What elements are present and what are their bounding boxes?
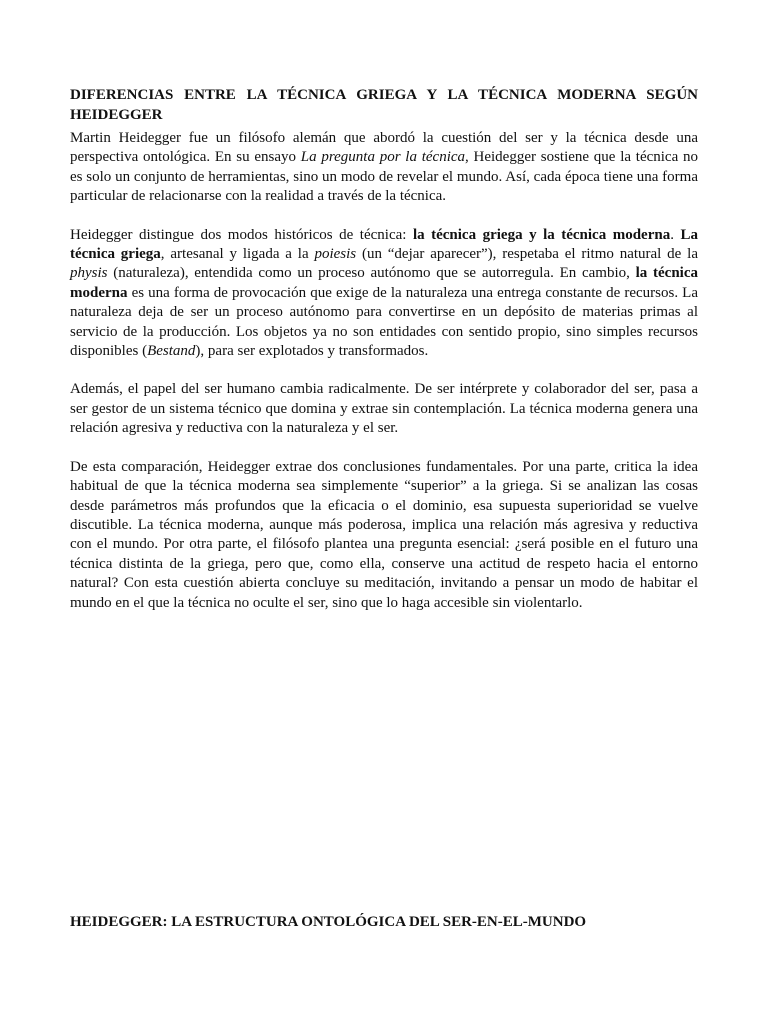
term-italic: physis — [70, 265, 108, 282]
document-body — [70, 86, 698, 632]
paragraph-text: (un “dejar aparecer”), respetaba el ritmo natural de la — [356, 246, 698, 263]
next-section-heading: HEIDEGGER: LA ESTRUCTURA ONTOLÓGICA DEL SER-EN-EL-MUNDO — [70, 914, 587, 930]
paragraph-text: . — [670, 226, 681, 243]
term-italic: poiesis — [314, 246, 357, 263]
paragraph-text: ), para ser explotados y transformados. — [195, 343, 429, 360]
paragraph-text: Martin Heidegger fue un filósofo alemán que abordó la cuestión del ser y la técnica desde una perspectiva ontológica. En su ensayo — [70, 130, 698, 166]
paragraph-text: es una forma de provocación que exige de la naturaleza una entrega constante de recursos. La naturaleza deja de ser un proceso autónomo para convertirse en un depósito de materias primas al servicio de la producción. Los objetos ya no son entidades con sentido propio, sino simples recursos disponibles ( — [70, 284, 698, 360]
paragraph-text: , Heidegger sostiene que la técnica no es solo un conjunto de herramientas, sino un modo de revelar el mundo. Así, cada época tiene una forma particular de relacionarse con la realidad a través de la técnica. — [70, 149, 698, 205]
emphasis-text: La técnica griega — [70, 226, 698, 263]
emphasis-text: la técnica moderna — [70, 265, 698, 301]
paragraph-conclusions: De esta comparación, Heidegger extrae dos conclusiones fundamentales. Por una parte, critica la idea habitual de que la técnica moderna sea simplemente “superior” a la griega. Si se analizan las cosas desde parámetros más profundos que la eficacia o el dominio, esa supuesta superioridad se vuelve discutible. La técnica moderna, aunque más poderosa, implica una relación más agresiva y reductiva con el mundo. Por otra parte, el filósofo plantea una pregunta esencial: ¿será posible en el futuro una técnica distinta de la griega, pero que, como ella, conserve una actitud de respeto hacia el entorno natural? Con esta cuestión abierta concluye su meditación, invitando a pensar un modo de habitar el mundo en el que la técnica no oculte el ser, sino que lo haga accesible sin violentarlo. — [70, 458, 698, 611]
paragraph-modes — [70, 226, 698, 362]
essay-title: La pregunta por la técnica — [300, 149, 466, 166]
paragraph-text: Heidegger distingue dos modos históricos de técnica: — [70, 226, 413, 243]
emphasis-text: la técnica griega y la técnica moderna — [412, 226, 671, 243]
paragraph-intro — [70, 129, 698, 207]
document-title: DIFERENCIAS ENTRE LA TÉCNICA GRIEGA Y LA TÉCNICA MODERNA SEGÚN HEIDEGGER — [70, 87, 698, 123]
paragraph-text: , artesanal y ligada a la — [160, 246, 315, 263]
term-italic: Bestand — [147, 343, 196, 360]
paragraph-text: (naturaleza), entendida como un proceso autónomo que se autorregula. En cambio, — [107, 265, 636, 282]
paragraph-human-role: Además, el papel del ser humano cambia radicalmente. De ser intérprete y colaborador del ser, pasa a ser gestor de un sistema técnico que domina y extrae sin contemplación. La técnica moderna genera una relación agresiva y reductiva con la naturaleza y el ser. — [70, 381, 698, 437]
